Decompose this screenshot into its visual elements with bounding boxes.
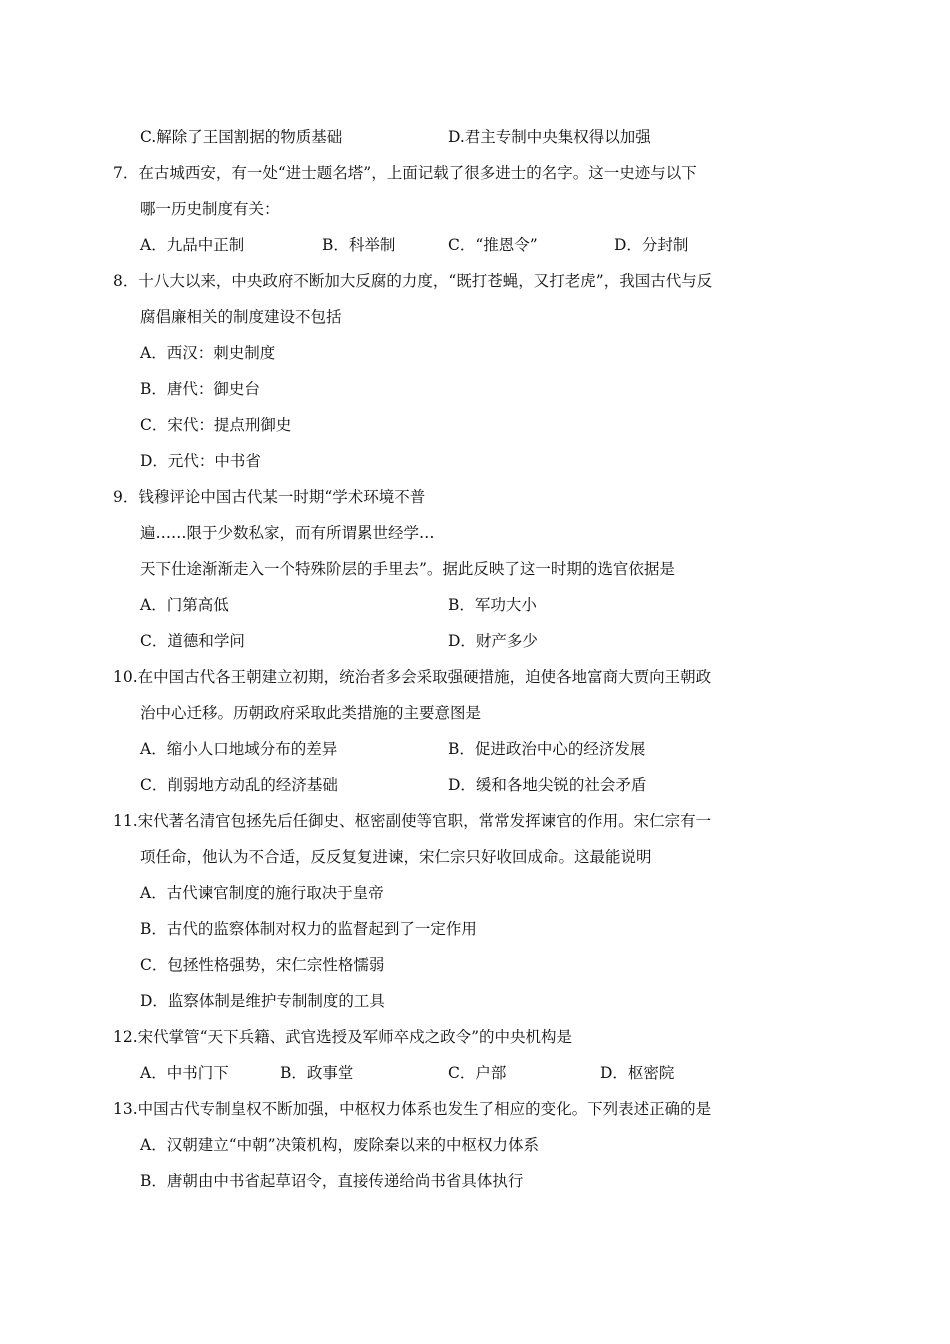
q12-stem: 12.宋代掌管“天下兵籍、武官选授及军师卒戍之政令”的中央机构是 [113,1028,573,1046]
q12-option-b: B．政事堂 [280,1064,354,1082]
q13-option-a: A．汉朝建立“中朝”决策机构，废除秦以来的中枢权力体系 [140,1136,540,1154]
q6-option-c: C.解除了王国割据的物质基础 [140,128,343,146]
q12-option-d: D．枢密院 [600,1064,675,1082]
q9-stem-line1: 9．钱穆评论中国古代某一时期“学术环境不普 [113,488,426,506]
q11-option-d: D．监察体制是维护专制制度的工具 [140,992,385,1010]
q9-option-a: A．门第高低 [140,596,229,614]
q9-stem-line2: 遍……限于少数私家，而有所谓累世经学… [140,524,435,542]
q11-stem-line1: 11.宋代著名清官包拯先后任御史、枢密副使等官职，常常发挥谏官的作用。宋仁宗有一 [113,812,712,830]
q7-option-b: B．科举制 [322,236,396,254]
q8-option-d: D．元代：中书省 [140,452,261,470]
q10-option-b: B．促进政治中心的经济发展 [448,740,646,758]
q9-option-c: C．道德和学问 [140,632,245,650]
q10-stem-line1: 10.在中国古代各王朝建立初期，统治者多会采取强硬措施，迫使各地富商大贾向王朝政 [113,668,712,686]
q8-option-b: B．唐代：御史台 [140,380,260,398]
q9-option-d: D．财产多少 [448,632,538,650]
q10-option-c: C．削弱地方动乱的经济基础 [140,776,338,794]
q12-option-a: A．中书门下 [140,1064,229,1082]
q10-option-d: D．缓和各地尖锐的社会矛盾 [448,776,647,794]
q10-stem-line2: 治中心迁移。历朝政府采取此类措施的主要意图是 [140,704,482,722]
q13-stem: 13.中国古代专制皇权不断加强，中枢权力体系也发生了相应的变化。下列表述正确的是 [113,1100,712,1118]
q9-stem-line3: 天下仕途渐渐走入一个特殊阶层的手里去”。据此反映了这一时期的选官依据是 [140,560,675,578]
q11-stem-line2: 项任命，他认为不合适，反反复复进谏，宋仁宗只好收回成命。这最能说明 [140,848,652,866]
q11-option-b: B．古代的监察体制对权力的监督起到了一定作用 [140,920,477,938]
q8-stem-line2: 腐倡廉相关的制度建设不包括 [140,308,342,326]
q11-option-c: C．包拯性格强势，宋仁宗性格懦弱 [140,956,385,974]
q11-option-a: A．古代谏官制度的施行取决于皇帝 [140,884,384,902]
q7-stem-line1: 7．在古城西安，有一处“进士题名塔”，上面记载了很多进士的名字。这一史迹与以下 [113,164,697,182]
q12-option-c: C．户部 [448,1064,507,1082]
q10-option-a: A．缩小人口地域分布的差异 [140,740,338,758]
q13-option-b: B．唐朝由中书省起草诏令，直接传递给尚书省具体执行 [140,1172,524,1190]
q9-option-b: B．军功大小 [448,596,537,614]
q7-stem-line2: 哪一历史制度有关： [140,200,280,218]
q7-option-a: A．九品中正制 [140,236,245,254]
q6-option-d: D.君主专制中央集权得以加强 [448,128,651,146]
q8-option-a: A．西汉：刺史制度 [140,344,276,362]
q8-stem-line1: 8．十八大以来，中央政府不断加大反腐的力度，“既打苍蝇，又打老虎”，我国古代与反 [113,272,713,290]
q7-option-c: C．“推恩令” [448,236,538,254]
q7-option-d: D．分封制 [614,236,689,254]
q8-option-c: C．宋代：提点刑御史 [140,416,292,434]
